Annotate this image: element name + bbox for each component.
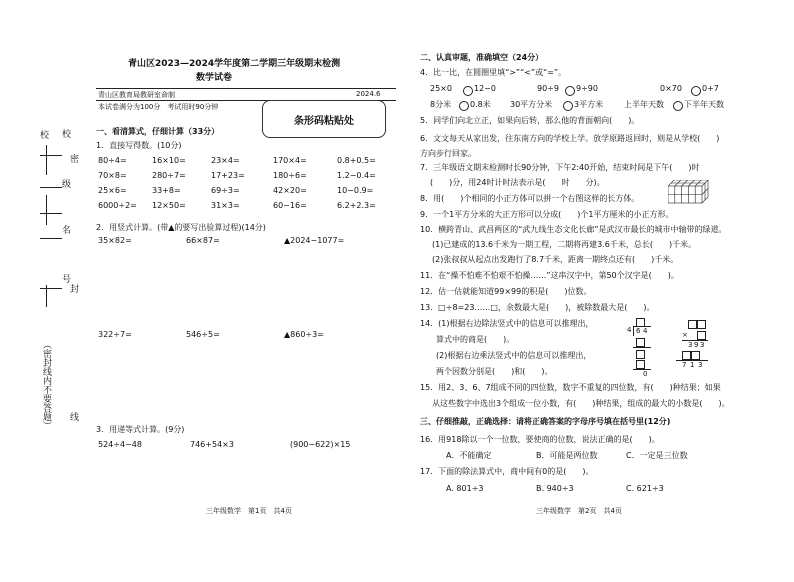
exam-date: 2024.6 (356, 90, 381, 98)
binding-note: （密封线内不要答题） (41, 340, 51, 430)
q4-text: 4．比一比，在圆圈里填“>”“<”或“=”。 (420, 68, 567, 77)
q5-text: 5．同学们向北立正，如果向后转，那么他的背面朝向( )。 (420, 116, 640, 125)
section2-title: 二、认真审题，准确填空（24分） (420, 53, 544, 62)
q14-text-c: (2)根据右边乘法竖式中的信息可以推理出， (436, 351, 592, 360)
compare-circle-icon[interactable] (463, 86, 473, 96)
vertical-calc: 546÷5= (186, 330, 220, 339)
q10-text-c: (2)张叔叔从起点出发跑行了8.7千米，距离一期终点还有( )千米。 (432, 255, 679, 264)
binding-id-label: 号 (62, 275, 72, 285)
q15-text-b: 从这些数字中选出3个组成一位小数，有( )种结果，组成的最大的小数是( )。 (432, 399, 730, 408)
compare-right: 0+7 (702, 84, 719, 93)
exam-meta: 本试卷满分为100分 考试用时90分钟 (98, 103, 219, 111)
mul-digit: 7 (682, 361, 687, 369)
q16-option-c[interactable]: C．一定是三位数 (626, 451, 688, 460)
compare-right: 0.8米 (470, 100, 491, 109)
stepwise-calc: (900−622)×15 (290, 440, 351, 449)
mul-sign: × (682, 331, 688, 339)
q15-text-a: 15．用2、3、6、7组成不同的四位数，数字不重复的四位数，有( )种结果；如果 (420, 383, 721, 392)
cuboid-figure (668, 180, 710, 204)
section3-title: 三、仔细推敲，正确选择：请将正确答案的字母序号填在括号里(12分) (420, 417, 671, 426)
binding-school-label: 校 (62, 130, 72, 140)
oral-item: 12×50= (152, 201, 186, 210)
oral-item: 17+23= (211, 171, 245, 180)
oral-item: 80÷4= (98, 156, 127, 165)
oral-item: 33+8= (152, 186, 181, 195)
q6-text: 6．文文每天从家出发，往东南方向的学校上学。放学原路返回时，则是从学校( )方向步行回家。 (420, 134, 720, 158)
compare-left: 0×70 (660, 84, 682, 93)
q10-text-b: (1)已建成的13.6千米为一期工程，二期将再建3.6千米，总长( )千米。 (432, 240, 697, 249)
oral-item: 170×4= (273, 156, 307, 165)
binding-mi: 密 (70, 155, 80, 165)
q17-text: 17．下面的除法算式中，商中间有0的是( )。 (420, 467, 594, 476)
oral-item: 60−16= (273, 201, 307, 210)
oral-item: 23×4= (211, 156, 240, 165)
vertical-calc: 66×87= (186, 236, 220, 245)
section1-q3: 3．用递等式计算。(9分) (96, 425, 185, 434)
exam-subtitle: 数学试卷 (196, 73, 233, 83)
q12-text: 12．估一估就能知道99×99的积是( )位数。 (420, 287, 592, 296)
oral-item: 1.2−0.4= (337, 171, 376, 180)
q11-text: 11．在“操不怕难不怕艰不怕操……”这串汉字中，第50个汉字是( )。 (420, 271, 679, 280)
oral-item: 31×3= (211, 201, 240, 210)
q17-option-a[interactable]: A. 801÷3 (446, 484, 484, 493)
compare-circle-icon[interactable] (459, 101, 469, 111)
mul-digit: 3 (698, 361, 703, 369)
q17-option-c[interactable]: C. 621÷3 (626, 484, 664, 493)
vertical-calc: 35×82= (98, 236, 132, 245)
mul-digit: 3 (688, 341, 693, 349)
q14-text-a: 14．(1)根据右边除法竖式中的信息可以推理出， (420, 319, 594, 328)
stepwise-calc: 746+54×3 (190, 440, 234, 449)
barcode-area: 条形码粘贴处 (262, 100, 386, 138)
binding-name-label: 名 (62, 226, 72, 236)
oral-item: 42×20= (273, 186, 307, 195)
mul-digit: 1 (690, 361, 695, 369)
compare-circle-icon[interactable] (691, 86, 701, 96)
binding-xian: 线 (70, 413, 80, 423)
oral-item: 280÷7= (152, 171, 186, 180)
oral-item: 0.8+0.5= (337, 156, 376, 165)
q14-text-d: 两个因数分别是( )和( )。 (436, 367, 553, 376)
oral-item: 69÷3= (211, 186, 240, 195)
right-footer: 三年级数学 第2页 共4页 (536, 507, 622, 515)
mul-digit: 9 (694, 341, 699, 349)
q13-text: 13．□÷8=23……□，余数最大是( )，被除数最大是( )。 (420, 303, 655, 312)
div-digit: 6 (636, 327, 641, 335)
oral-item: 25×6= (98, 186, 127, 195)
q16-text: 16．用918除以一个一位数，要使商的位数，说法正确的是( )。 (420, 435, 660, 444)
q7-text-a: 7．三年级语文期末检测时长90分钟，下午2:40开始，结束时间是下午( )时 (420, 163, 700, 172)
exam-title: 青山区2023—2024学年度第二学期三年级期末检测 (128, 59, 341, 69)
compare-left: 30平方分米 (510, 100, 553, 109)
q10-text-a: 10．横跨青山、武昌两区的“武九线生态文化长廊”是武汉市最长的城市中轴带的绿道。 (420, 225, 727, 234)
stepwise-calc: 524÷4−48 (98, 440, 142, 449)
vertical-calc: 322÷7= (98, 330, 132, 339)
compare-right: 下半年天数 (684, 100, 724, 109)
exam-org: 青山区教育局教研室命制 (98, 91, 175, 99)
binding-class-label: 级 (62, 180, 72, 190)
compare-left: 25×0 (430, 84, 452, 93)
vertical-calc: ▲2024−1077= (284, 236, 345, 245)
div-digit: 4 (643, 327, 648, 335)
compare-circle-icon[interactable] (565, 86, 575, 96)
compare-right: 3平方米 (574, 100, 604, 109)
compare-right: 9÷90 (576, 84, 598, 93)
q16-option-a[interactable]: A．不能确定 (446, 451, 492, 460)
q9-text: 9．一个1平方分米的大正方形可以分成( )个1平方厘米的小正方形。 (420, 210, 674, 219)
vertical-calc: ▲860÷3= (284, 330, 324, 339)
compare-right: 12−0 (474, 84, 496, 93)
left-footer: 三年级数学 第1页 共4页 (206, 507, 292, 515)
oral-item: 6000÷2= (98, 201, 137, 210)
q14-text-b: 算式中的商是( )。 (436, 335, 515, 344)
binding-feng: 封 (70, 285, 80, 295)
oral-item: 180÷6= (273, 171, 307, 180)
div-digit: 0 (643, 370, 648, 378)
mul-digit: 3 (700, 341, 705, 349)
section1-title: 一、看清算式，仔细计算（33分） (96, 127, 220, 136)
compare-left: 90÷9 (537, 84, 559, 93)
compare-circle-icon[interactable] (673, 101, 683, 111)
oral-item: 70×8= (98, 171, 127, 180)
oral-item: 16×10= (152, 156, 186, 165)
section1-q2: 2．用竖式计算。(带▲的要写出验算过程)(14分) (96, 223, 266, 232)
compare-left: 上半年天数 (624, 100, 664, 109)
q8-text: 8．用( )个相同的小正方体可以拼一个右图这样的长方体。 (420, 194, 640, 203)
binding-school: 校 (40, 131, 50, 141)
section1-q1: 1．直接写得数。(10分) (96, 141, 182, 150)
compare-left: 8分米 (430, 100, 452, 109)
q7-text-b: ( )分，用24时计时法表示是( 时 分)。 (430, 178, 605, 187)
oral-item: 10−0.9= (337, 186, 374, 195)
div-digit: 4 (627, 326, 632, 334)
oral-item: 6.2+2.3= (337, 201, 376, 210)
q17-option-b[interactable]: B. 940÷3 (536, 484, 574, 493)
compare-circle-icon[interactable] (563, 101, 573, 111)
q16-option-b[interactable]: B．可能是两位数 (536, 451, 598, 460)
